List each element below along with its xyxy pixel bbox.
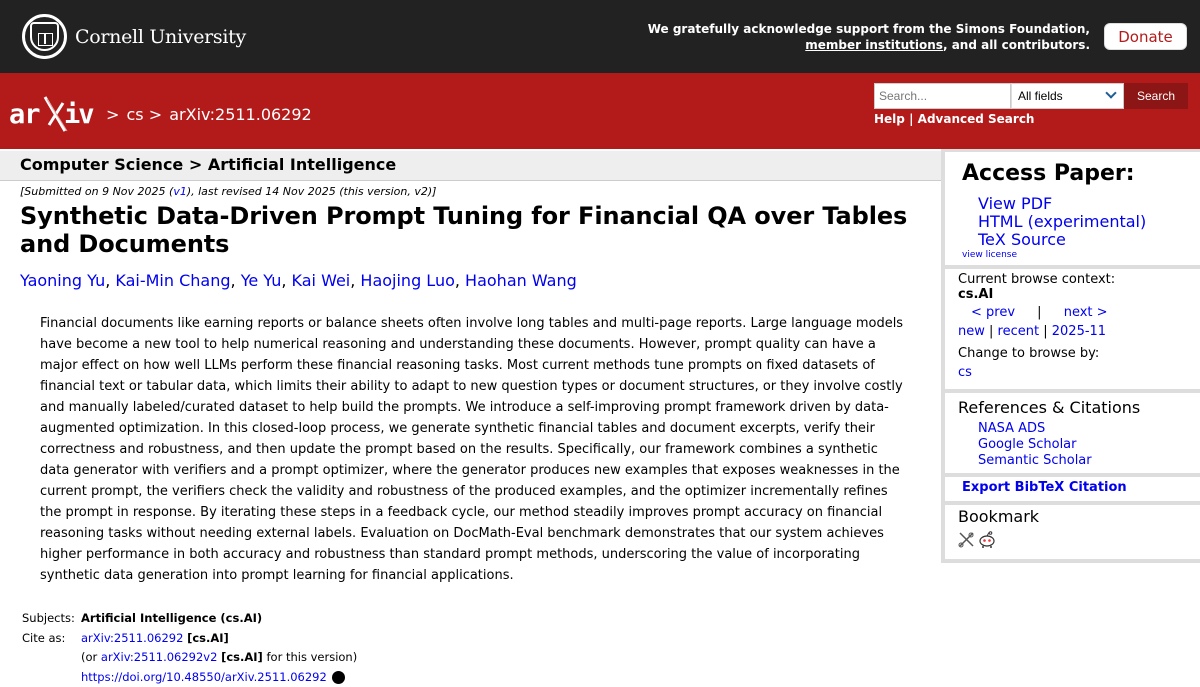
prev-link[interactable]: < prev — [971, 305, 1015, 320]
doi-row — [22, 668, 357, 687]
help-link[interactable]: Help — [874, 112, 905, 126]
nav-separator: | — [1043, 324, 1047, 339]
paper-title: Synthetic Data-Driven Prompt Tuning for Financial QA over Tables and Documents — [20, 202, 920, 258]
cite-value — [81, 629, 229, 649]
reddit-icon[interactable] — [978, 531, 996, 548]
cornell-name: Cornell University — [75, 26, 246, 48]
listing-nav — [958, 324, 1106, 339]
subject-title: Computer Science > Artificial Intelligence — [20, 155, 396, 174]
cite-version — [81, 648, 357, 668]
author-link[interactable]: Ye Yu — [241, 271, 282, 290]
next-link[interactable]: next > — [1064, 305, 1108, 320]
svg-text:ar: ar — [9, 99, 40, 130]
bookmark-icons — [958, 531, 996, 548]
bibsonomy-icon[interactable] — [958, 531, 975, 548]
browse-context-value: cs.AI — [958, 287, 993, 302]
breadcrumb-separator: > — [106, 105, 119, 124]
bookmark-heading: Bookmark — [958, 507, 1039, 526]
search-button[interactable]: Search — [1124, 83, 1188, 109]
author-link[interactable]: Kai-Min Chang — [115, 271, 230, 290]
cite-row — [22, 629, 357, 649]
search-form — [874, 83, 1188, 109]
export-bibtex-link[interactable]: Export BibTeX Citation — [962, 480, 1127, 495]
cite-tag: [cs.AI] — [187, 631, 229, 645]
info-icon[interactable] — [332, 671, 345, 684]
cite-version-tag: [cs.AI] — [221, 650, 263, 664]
dateline-post: ), last revised 14 Nov 2025 (this version, v2)] — [187, 185, 437, 198]
semantic-scholar-link[interactable]: Semantic Scholar — [978, 453, 1092, 468]
support-acknowledgement — [648, 22, 1090, 53]
cornell-header — [0, 0, 1200, 73]
donate-button[interactable]: Donate — [1104, 23, 1187, 50]
cite-version-link[interactable]: arXiv:2511.06292v2 — [101, 650, 218, 664]
cite-label: Cite as: — [22, 629, 81, 649]
cite-version-post: for this version) — [263, 650, 357, 664]
search-links — [874, 112, 1034, 126]
nasa-ads-link[interactable]: NASA ADS — [978, 421, 1045, 436]
view-pdf-link[interactable]: View PDF — [978, 194, 1052, 213]
access-paper-heading: Access Paper: — [962, 161, 1135, 186]
references-box — [945, 393, 1200, 473]
bookmark-box — [945, 505, 1200, 559]
browse-context-label: Current browse context: — [958, 272, 1115, 287]
subjects-label: Subjects: — [22, 609, 81, 629]
paper-main — [20, 184, 920, 290]
link-separator: | — [909, 112, 913, 126]
subjects-value — [81, 609, 262, 629]
html-experimental-link[interactable]: HTML (experimental) — [978, 212, 1146, 231]
abstract: Financial documents like earning reports or balance sheets often involve long tables and multi-page reports. Large language models have become a new tool to help numerical reasoning and understanding these documents. However, prompt quality can have a major effect on how well LLMs perform these financial reasoning tasks. Most current methods tune prompts on fixed datasets of financial text or tabular data, which limits their ability to adapt to new question types or document structures, or they involve costly and manually labeled/curated dataset to help build the prompts. We introduce a self-improving prompt framework driven by data-augmented optimization. In this closed-loop process, we generate synthetic financial tables and document excerpts, verify their correctness and robustness, and then update the prompt based on the results. Specifically, our framework combines a synthetic data generator with verifiers and a prompt optimizer, where the generator produces new examples that exposes weaknesses in the current prompt, the verifiers check the validity and robustness of the produced examples, and the optimizer incrementally refines the prompt in response. By iterating these steps in a feedback cycle, our method steadily improves prompt accuracy on financial reasoning tasks without needing external labels. Evaluation on DocMath-Eval benchmark demonstrates that our system achieves higher performance in both accuracy and robustness than standard prompt methods, underscoring the value of incorporating synthetic data generation into prompt learning for financial applications. — [40, 313, 905, 586]
references-heading: References & Citations — [958, 398, 1140, 417]
cornell-seal-icon — [22, 14, 67, 59]
member-institutions-link[interactable]: member institutions — [805, 38, 943, 52]
subjects-row — [22, 609, 357, 629]
browse-context-box — [945, 269, 1200, 389]
support-line-1: We gratefully acknowledge support from the Simons Foundation, — [648, 22, 1090, 38]
nav-separator: | — [989, 324, 993, 339]
svg-text:iv: iv — [64, 99, 94, 130]
new-link[interactable]: new — [958, 324, 985, 339]
view-license-link[interactable]: view license — [962, 250, 1017, 260]
month-link[interactable]: 2025-11 — [1052, 324, 1106, 339]
author-link[interactable]: Haohan Wang — [465, 271, 577, 290]
subject-header — [0, 151, 942, 181]
cite-version-pre: (or — [81, 650, 101, 664]
browse-cs-link[interactable]: cs — [958, 365, 972, 380]
support-line-2-rest: , and all contributors. — [943, 38, 1090, 52]
search-input[interactable]: Search... — [874, 83, 1011, 109]
advanced-search-link[interactable]: Advanced Search — [918, 112, 1035, 126]
v1-link[interactable]: v1 — [173, 185, 187, 198]
access-paper-box — [945, 152, 1200, 265]
author-link[interactable]: Haojing Luo — [360, 271, 454, 290]
subjects-value-text: Artificial Intelligence (cs.AI) — [81, 611, 262, 625]
support-line-2 — [648, 38, 1090, 54]
arxiv-header — [0, 73, 1200, 149]
breadcrumb — [106, 105, 314, 124]
author-link[interactable]: Kai Wei — [292, 271, 351, 290]
field-select-value: All fields — [1018, 89, 1063, 103]
breadcrumb-separator: > — [149, 105, 162, 124]
breadcrumb-paper-id: arXiv:2511.06292 — [169, 105, 311, 124]
authors: Yaoning Yu, Kai-Min Chang, Ye Yu, Kai Wei, Haojing Luo, Haohan Wang — [20, 271, 920, 290]
google-scholar-link[interactable]: Google Scholar — [978, 437, 1077, 452]
dateline — [20, 185, 920, 198]
arxiv-logo-icon[interactable] — [9, 95, 101, 133]
cite-id-link[interactable]: arXiv:2511.06292 — [81, 631, 183, 645]
prev-next-nav — [971, 305, 1108, 320]
cornell-logo[interactable] — [22, 14, 246, 59]
cite-version-row — [22, 648, 357, 668]
recent-link[interactable]: recent — [998, 324, 1040, 339]
chevron-down-icon — [1105, 87, 1116, 98]
breadcrumb-cs[interactable]: cs — [127, 105, 144, 124]
doi-link[interactable]: https://doi.org/10.48550/arXiv.2511.06292 — [81, 670, 327, 684]
extra-services-sidebar — [941, 149, 1200, 563]
nav-separator: | — [1037, 305, 1041, 320]
search-field-select[interactable] — [1011, 83, 1124, 109]
author-link[interactable]: Yaoning Yu — [20, 271, 105, 290]
change-browse-label: Change to browse by: — [958, 346, 1099, 361]
bibtex-box — [945, 477, 1200, 501]
dateline-pre: [Submitted on 9 Nov 2025 ( — [20, 185, 173, 198]
tex-source-link[interactable]: TeX Source — [978, 230, 1066, 249]
paper-metadata — [22, 609, 357, 687]
